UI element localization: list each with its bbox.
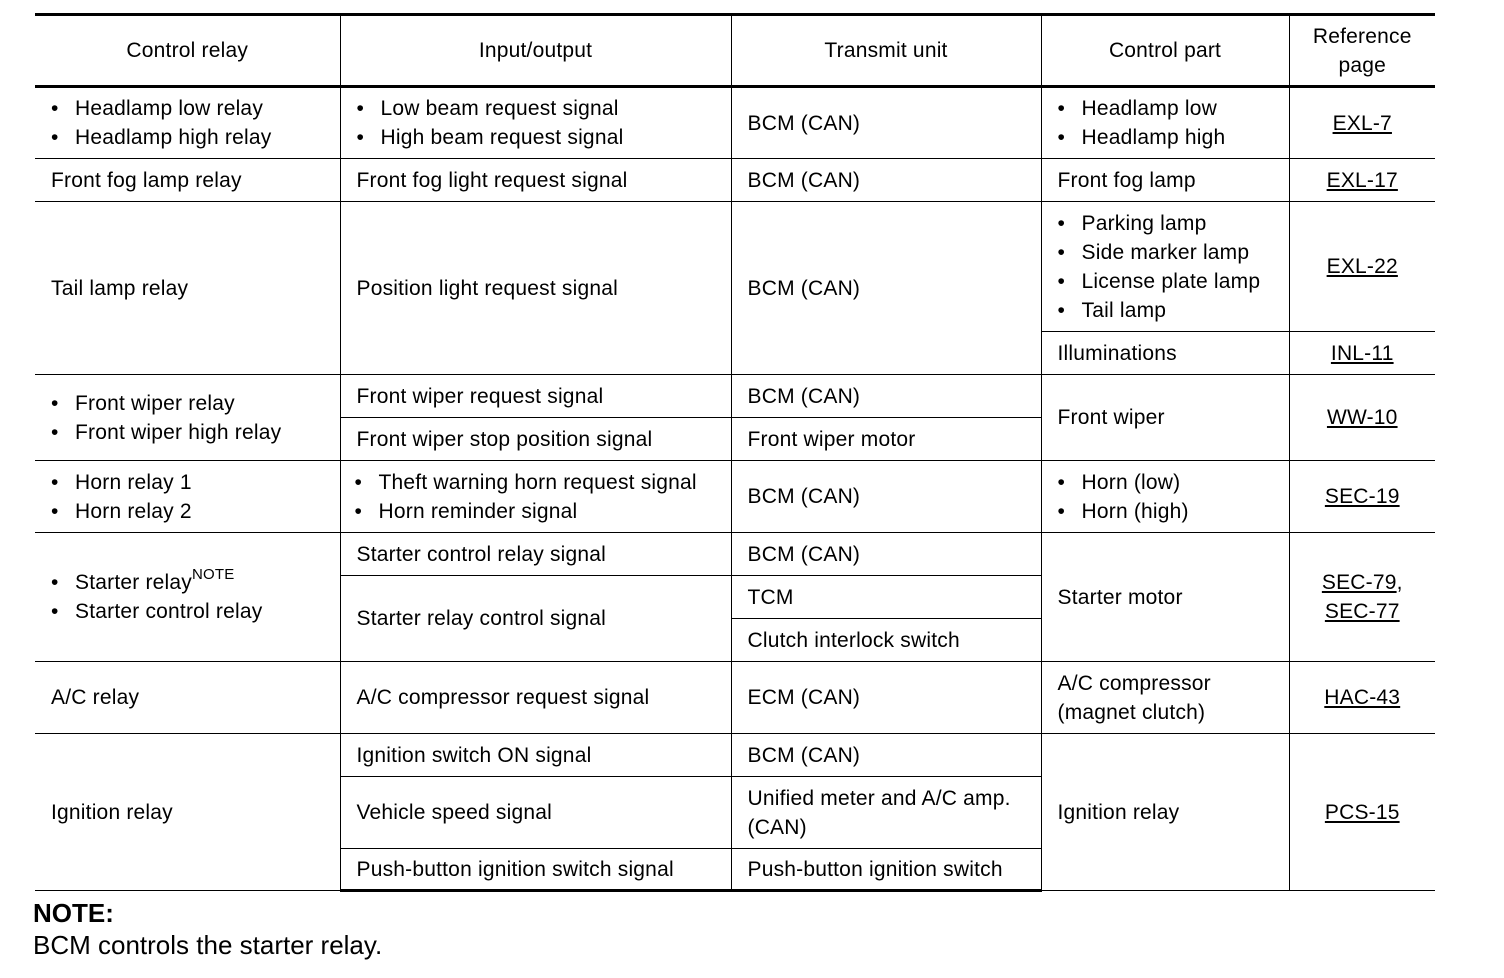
list-item: • Horn reminder signal xyxy=(355,497,727,526)
note-title: NOTE: xyxy=(33,898,114,928)
ac-signal: A/C compressor request signal xyxy=(340,662,731,734)
list-item: • Front wiper high relay xyxy=(51,418,324,447)
starter-ref-cell xyxy=(1289,533,1435,662)
wiper-unit-motor: Front wiper motor xyxy=(731,418,1041,461)
tail-parts xyxy=(1041,202,1289,332)
list-item: • License plate lamp xyxy=(1058,267,1273,296)
reference-link-hac-43[interactable]: HAC-43 xyxy=(1324,686,1401,709)
table-row-ignition xyxy=(35,734,1435,777)
header-control-relay: Control relay xyxy=(35,15,340,87)
tail-signal: Position light request signal xyxy=(340,202,731,375)
header-reference-line2: page xyxy=(1338,53,1387,77)
list-item: • Headlamp high xyxy=(1058,123,1273,152)
list-item: • Low beam request signal xyxy=(357,94,715,123)
illuminations-ref-cell xyxy=(1289,332,1435,375)
list-item: • Theft warning horn request signal xyxy=(355,468,727,497)
headlamp-relays xyxy=(35,87,340,159)
fog-part: Front fog lamp xyxy=(1041,159,1289,202)
starter-unit-tcm: TCM xyxy=(731,576,1041,619)
list-item: • Parking lamp xyxy=(1058,209,1273,238)
headlamp-signals xyxy=(340,87,731,159)
table-header-row xyxy=(35,15,1435,87)
ignition-signal-on: Ignition switch ON signal xyxy=(340,734,731,777)
table-row-ac xyxy=(35,662,1435,734)
reference-link-ww-10[interactable]: WW-10 xyxy=(1326,406,1398,429)
fog-relay: Front fog lamp relay xyxy=(35,159,340,202)
fog-unit: BCM (CAN) xyxy=(731,159,1041,202)
starter-unit-bcm: BCM (CAN) xyxy=(731,533,1041,576)
list-item: • Headlamp low relay xyxy=(51,94,324,123)
ignition-unit-push: Push-button ignition switch xyxy=(731,849,1041,891)
headlamp-unit: BCM (CAN) xyxy=(731,87,1041,159)
reference-link-inl-11[interactable]: INL-11 xyxy=(1330,341,1394,365)
table-row-headlamp xyxy=(35,87,1435,159)
reference-link-pcs-15[interactable]: PCS-15 xyxy=(1324,800,1400,824)
horn-signals xyxy=(340,461,731,533)
wiper-part: Front wiper xyxy=(1041,375,1289,461)
ignition-unit-meter xyxy=(731,777,1041,849)
headlamp-parts xyxy=(1041,87,1289,159)
ignition-relay: Ignition relay xyxy=(35,734,340,891)
fog-ref-cell xyxy=(1289,159,1435,202)
list-item: • Front wiper relay xyxy=(51,389,324,418)
ignition-ref-cell xyxy=(1289,734,1435,891)
starter-signal-control-relay: Starter control relay signal xyxy=(340,533,731,576)
wiper-ref-cell xyxy=(1289,375,1435,461)
tail-unit: BCM (CAN) xyxy=(731,202,1041,375)
list-item: • Tail lamp xyxy=(1058,296,1273,325)
ac-part-line2: (magnet clutch) xyxy=(1057,700,1206,724)
reference-link-exl-7[interactable]: EXL-7 xyxy=(1332,111,1392,135)
list-item: • Horn (low) xyxy=(1058,468,1273,497)
ac-unit: ECM (CAN) xyxy=(731,662,1041,734)
note-block xyxy=(33,897,382,961)
ac-relay: A/C relay xyxy=(35,662,340,734)
illuminations-part: Illuminations xyxy=(1041,332,1289,375)
wiper-signal-stop: Front wiper stop position signal xyxy=(340,418,731,461)
table-row-tail-lamp xyxy=(35,202,1435,332)
header-control-part: Control part xyxy=(1041,15,1289,87)
reference-link-exl-22[interactable]: EXL-22 xyxy=(1326,255,1398,278)
table-row-horn xyxy=(35,461,1435,533)
horn-relays xyxy=(35,461,340,533)
starter-signal-relay-control: Starter relay control signal xyxy=(340,576,731,662)
table-row-front-wiper xyxy=(35,375,1435,418)
headlamp-ref-cell xyxy=(1289,87,1435,159)
header-input-output: Input/output xyxy=(340,15,731,87)
list-item: • Headlamp high relay xyxy=(51,123,324,152)
note-text: BCM controls the starter relay. xyxy=(33,930,383,960)
ac-part-line1: A/C compressor xyxy=(1057,671,1211,695)
ref-separator: , xyxy=(1396,571,1403,594)
header-transmit-unit: Transmit unit xyxy=(731,15,1041,87)
ignition-signal-push: Push-button ignition switch signal xyxy=(340,849,731,891)
tail-ref-cell xyxy=(1289,202,1435,332)
meter-line1: Unified meter and A/C amp. xyxy=(747,786,1011,810)
wiper-signal-request: Front wiper request signal xyxy=(340,375,731,418)
starter-unit-clutch: Clutch interlock switch xyxy=(731,619,1041,662)
list-item: • High beam request signal xyxy=(357,123,715,152)
list-item: • Horn (high) xyxy=(1058,497,1273,526)
tail-relay: Tail lamp relay xyxy=(35,202,340,375)
horn-ref-cell xyxy=(1289,461,1435,533)
list-item: • Headlamp low xyxy=(1058,94,1273,123)
horn-parts xyxy=(1041,461,1289,533)
starter-relay-label: Starter relay xyxy=(75,571,192,594)
starter-part: Starter motor xyxy=(1041,533,1289,662)
ignition-signal-speed: Vehicle speed signal xyxy=(340,777,731,849)
header-reference-line1: Reference xyxy=(1312,24,1412,48)
list-item: • Horn relay 1 xyxy=(51,468,324,497)
wiper-unit-bcm: BCM (CAN) xyxy=(731,375,1041,418)
list-item: • Starter control relay xyxy=(51,597,324,626)
list-item: • Side marker lamp xyxy=(1058,238,1273,267)
ignition-unit-bcm: BCM (CAN) xyxy=(731,734,1041,777)
relay-reference-table xyxy=(35,13,1435,892)
list-item: • Horn relay 2 xyxy=(51,497,324,526)
fog-signal: Front fog light request signal xyxy=(340,159,731,202)
horn-unit: BCM (CAN) xyxy=(731,461,1041,533)
note-superscript: NOTE xyxy=(191,566,235,583)
ac-part xyxy=(1041,662,1289,734)
header-reference-page xyxy=(1289,15,1435,87)
ignition-part: Ignition relay xyxy=(1041,734,1289,891)
ac-ref-cell xyxy=(1289,662,1435,734)
reference-link-exl-17[interactable]: EXL-17 xyxy=(1326,168,1398,192)
reference-link-sec-19[interactable]: SEC-19 xyxy=(1324,485,1400,508)
reference-link-sec-79[interactable]: SEC-79 xyxy=(1321,571,1397,594)
list-item xyxy=(51,568,324,597)
meter-line2: (CAN) xyxy=(747,815,807,839)
table-row-front-fog xyxy=(35,159,1435,202)
wiper-relays xyxy=(35,375,340,461)
table-row-starter xyxy=(35,533,1435,576)
starter-relays xyxy=(35,533,340,662)
reference-link-sec-77[interactable]: SEC-77 xyxy=(1324,600,1400,623)
